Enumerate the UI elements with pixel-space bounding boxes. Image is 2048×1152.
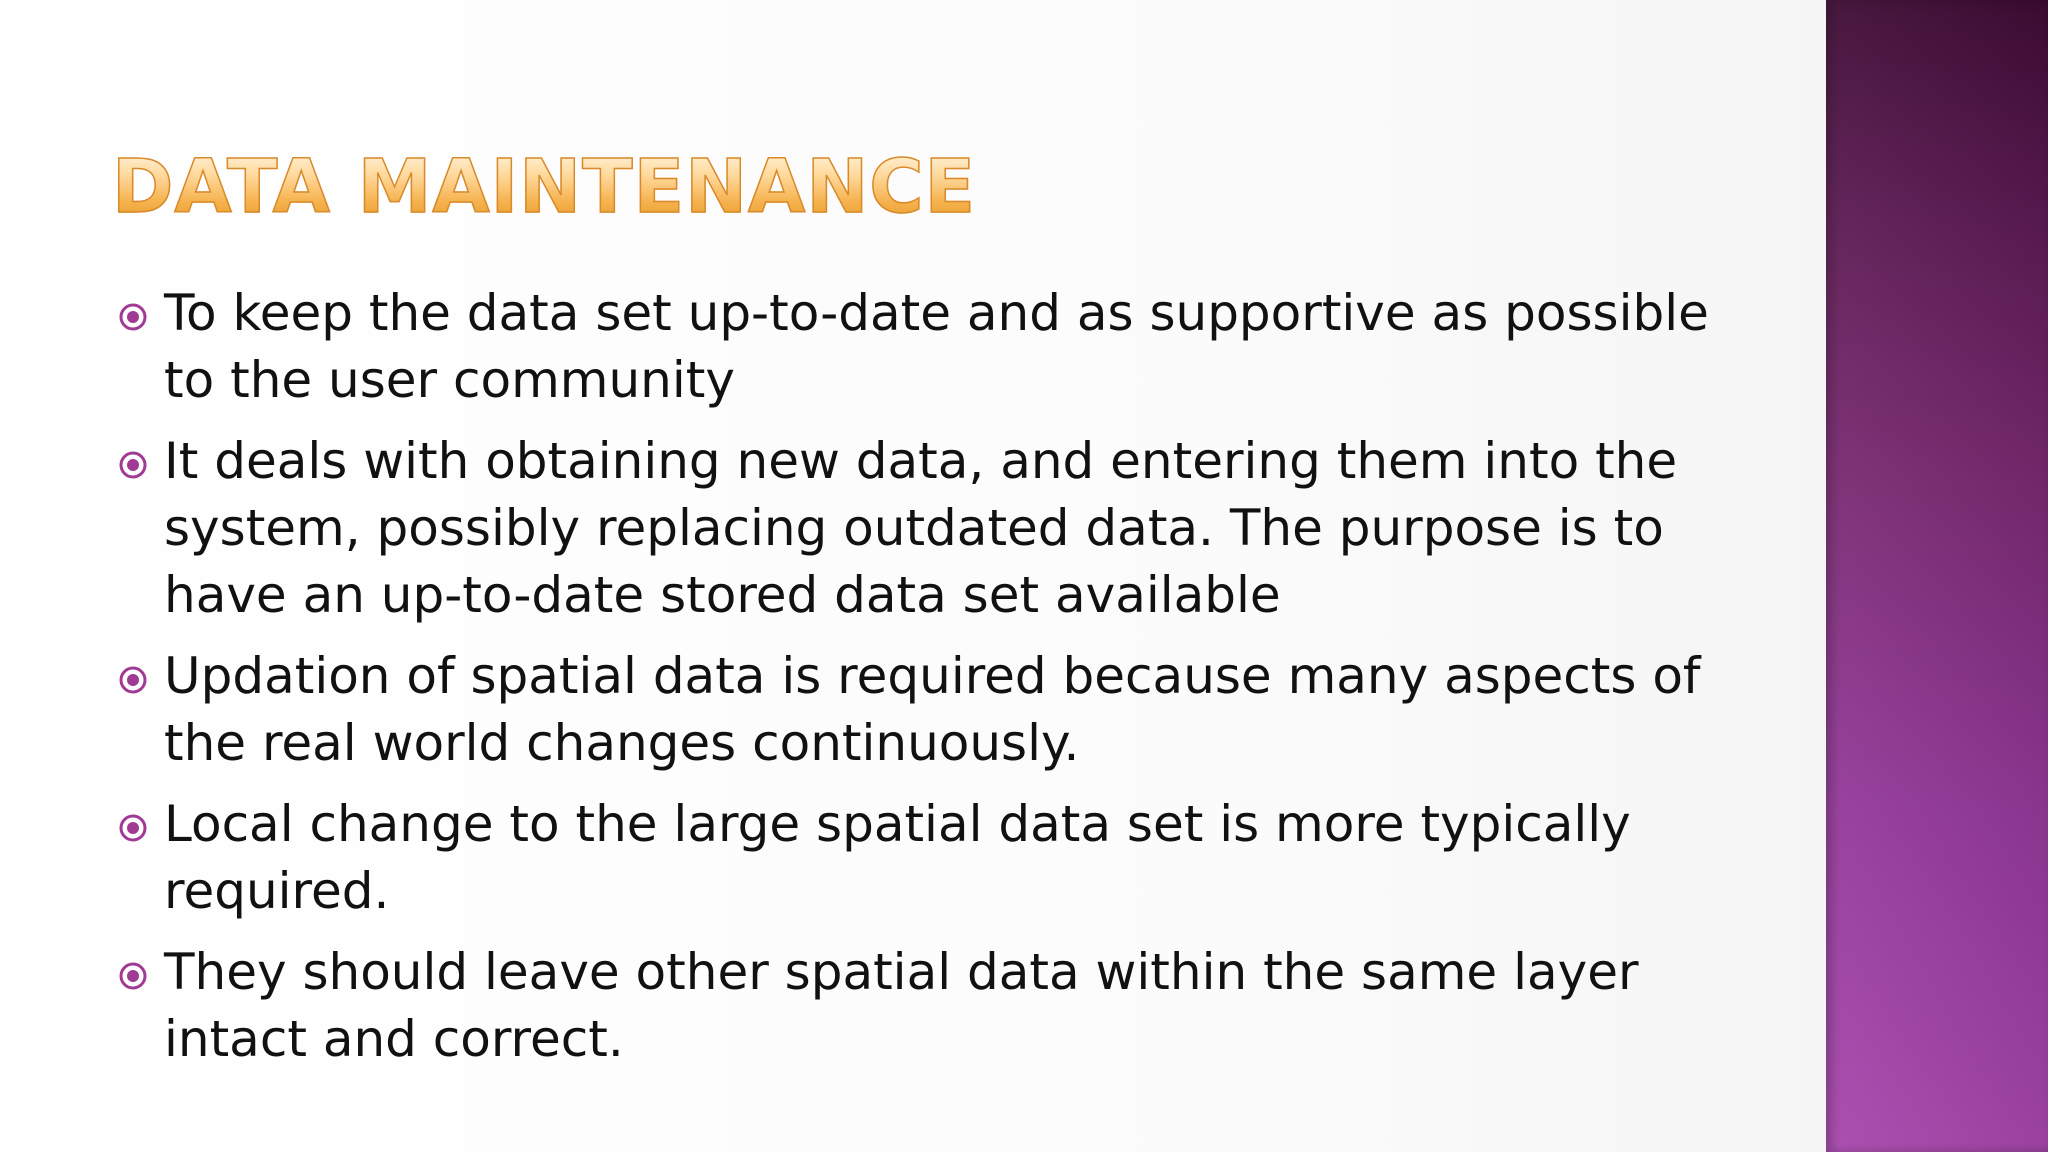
- decorative-side-band: [1826, 0, 2048, 1152]
- bullet-text: Updation of spatial data is required because many aspects of the real world changes continuously.: [164, 647, 1701, 772]
- bullet-item: [118, 791, 1718, 925]
- circled-dot-icon: [118, 813, 148, 843]
- bullet-text: To keep the data set up-to-date and as supportive as possible to the user community: [164, 284, 1709, 409]
- circled-dot-icon: [118, 302, 148, 332]
- bullet-item: [118, 939, 1718, 1073]
- circled-dot-icon: [118, 450, 148, 480]
- circled-dot-icon: [118, 961, 148, 991]
- bullet-list: [118, 280, 1718, 1087]
- bullet-item: [118, 280, 1718, 414]
- bullet-text: It deals with obtaining new data, and entering them into the system, possibly replacing outdated data. The purpose is to have an up-to-date stored data set available: [164, 432, 1678, 624]
- bullet-item: [118, 428, 1718, 629]
- bullet-text: They should leave other spatial data within the same layer intact and correct.: [164, 943, 1639, 1068]
- slide-title: DATA MAINTENANCE: [112, 144, 977, 230]
- bullet-text: Local change to the large spatial data set is more typically required.: [164, 795, 1631, 920]
- bullet-item: [118, 643, 1718, 777]
- circled-dot-icon: [118, 665, 148, 695]
